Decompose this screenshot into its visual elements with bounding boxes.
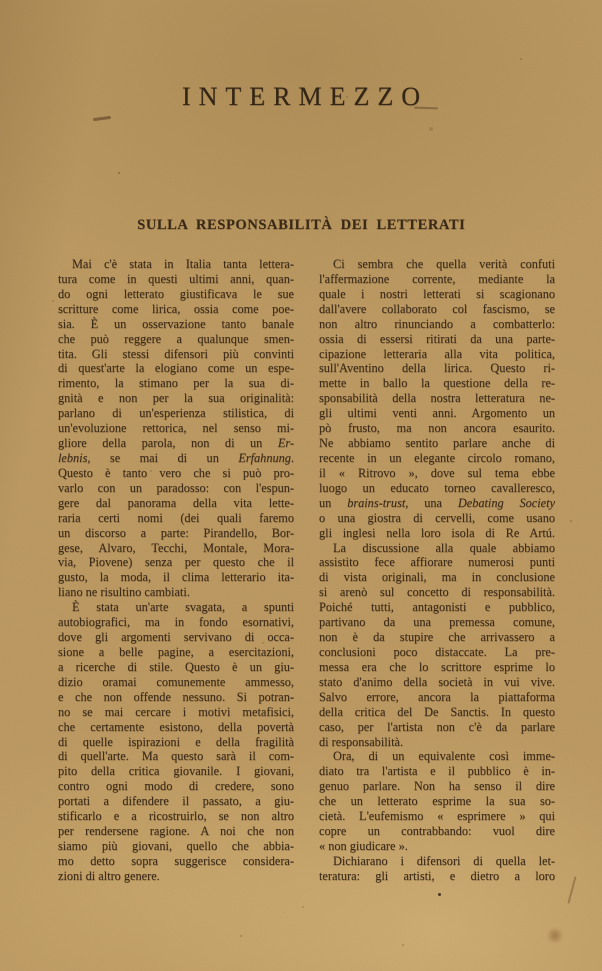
text-line: dall'avere collaborato col fascismo, se — [319, 301, 555, 316]
paper-speckles — [0, 0, 2, 2]
text-line: un discorso a parte: Pirandello, Bor- — [58, 525, 294, 540]
text-line: via, Piovene) senza per questo che il — [58, 555, 294, 570]
text-line: stato d'animo della società in vui vive. — [319, 674, 555, 689]
text-line: conclusioni poco distaccate. La pre- — [319, 644, 555, 659]
text-line: sione a belle pagine, a esercitazioni, — [58, 644, 294, 659]
text-line: parlano di un'esperienza stilistica, di — [58, 406, 294, 421]
text-line: caso, per l'artista non c'è da parlare — [319, 719, 555, 734]
text-line: tita. Gli stessi difensori più convinti — [58, 346, 294, 361]
text-line: raria certi nomi (dei quali faremo — [58, 510, 294, 525]
text-line: messa era che lo scrittore esprime lo — [319, 659, 555, 674]
paper-stain — [546, 928, 564, 943]
text-line: rimento, la stimano per la sua di- — [58, 376, 294, 391]
text-line: contro ogni modo di credere, sono — [58, 779, 294, 794]
text-line: cipazione letteraria alla vita politica, — [319, 346, 555, 361]
text-line: varlo con un paradosso: con l'espun- — [58, 480, 294, 495]
text-line: liano ne risultino cambiati. — [58, 585, 190, 600]
text-line: dizio oramai comunemente ammesso, — [58, 674, 294, 689]
text-line: È stata un'arte svagata, a spunti — [72, 600, 294, 615]
text-line: no se mai cercare i motivi metafisici, — [58, 704, 294, 719]
text-line: pò frusto, ma non ancora esaurito. — [319, 421, 555, 436]
text-line: lebnis, se mai di un Erfahnung. — [58, 450, 294, 465]
heading-row — [0, 216, 602, 234]
page-title: INTERMEZZO — [181, 82, 429, 111]
text-line: genuo parlare. Non ha senso il dire — [319, 779, 555, 794]
text-line: e che non offende nessuno. Si potran- — [58, 689, 294, 704]
text-line: sponsabilità della nostra letteratura ne- — [319, 391, 555, 406]
text-line: Ne abbiamo sentito parlare anche di — [319, 436, 555, 451]
text-line: pito della critica giovanile. I giovani, — [58, 764, 294, 779]
text-line: mo detto sopra suggerisce considera- — [58, 853, 294, 868]
text-line: Questo è tanto vero che si può pro- — [58, 465, 294, 480]
text-line: un brains-trust, una Debating Society — [319, 495, 555, 510]
text-line: quale i nostri letterati si scagionano — [319, 286, 555, 301]
left-text-column — [58, 257, 294, 884]
text-line: gli ultimi venti anni. Argomento un — [319, 406, 555, 421]
text-line: per rendersene ragione. A noi che non — [58, 824, 294, 839]
text-line: gnità e non per la sua originalità: — [58, 391, 294, 406]
text-line: Ci sembra che quella verità confuti — [333, 257, 555, 271]
text-line: stificarlo e a ricostruirlo, se non altro — [58, 809, 294, 824]
text-line: diato tra l'artista e il pubblico è in- — [319, 764, 555, 779]
text-line: sia. È un osservazione tanto banale — [58, 316, 294, 331]
text-line: o una giostra di cervelli, come usano — [319, 510, 555, 525]
text-line: teratura: gli artisti, e dietro a loro — [319, 868, 555, 883]
text-line: gere dal panorama della vita lette- — [58, 495, 294, 510]
text-line: sull'Aventino della lirica. Questo ri- — [319, 361, 555, 376]
text-line: di quelle ispirazioni e della fragilità — [58, 734, 294, 749]
text-line: il « Ritrovo », dove sul tema ebbe — [319, 465, 555, 480]
section-separator-dot — [438, 893, 441, 896]
text-line: Mai c'è stata in Italia tanta lettera- — [72, 257, 294, 271]
title-row — [0, 82, 602, 112]
text-line: che certamente esistono, della povertà — [58, 719, 294, 734]
text-line: La discussione alla quale abbiamo — [333, 540, 555, 555]
text-line: a ricerche di stile. Questo è un giu- — [58, 659, 294, 674]
text-line: un'evoluzione rettorica, nel senso mi- — [58, 421, 294, 436]
section-heading: SULLA RESPONSABILITÀ DEI LETTERATI — [137, 217, 466, 233]
text-line: tura come in questi ultimi anni, quan- — [58, 271, 294, 286]
text-line: assistito fece affiorare numerosi punti — [319, 555, 555, 570]
text-line: cietà. L'eufemismo « esprimere » qui — [319, 809, 555, 824]
text-line: copre un contrabbando: vuol dire — [319, 824, 555, 839]
text-line: di responsabilità. — [319, 734, 404, 749]
text-line: Ora, di un equivalente così imme- — [333, 749, 555, 764]
text-line: di quell'arte. Ma questo sarà il com- — [58, 749, 294, 764]
text-line: dove gli argomenti servivano di occa- — [58, 630, 294, 645]
text-line: autobiografici, ma in fondo esornativi, — [58, 615, 294, 630]
text-line: recente in un elegante circolo romano, — [319, 450, 555, 465]
text-line: do ogni letterato giustificava le sue — [58, 286, 294, 301]
text-line: gli inglesi nella loro isola di Re Artú. — [319, 525, 555, 540]
text-line: l'affermazione corrente, mediante la — [319, 271, 555, 286]
text-line: partivano da una premessa comune, — [319, 615, 555, 630]
text-line: che un letterato esprime la sua so- — [319, 794, 555, 809]
text-line: di vista originali, ma in conclusione — [319, 570, 555, 585]
text-line: « non giudicare ». — [319, 838, 408, 853]
text-line: Poiché tutti, antagonisti e pubblico, — [319, 600, 555, 615]
text-line: non altro rinunciando a combatterlo: — [319, 316, 555, 331]
text-line: gliore della parola, non di un Er- — [58, 436, 294, 451]
text-line: si arenò sul concetto di responsabilità. — [319, 585, 555, 600]
text-line: Salvo errore, ancora la piattaforma — [319, 689, 555, 704]
text-line: Dichiarano i difensori di quella let- — [333, 853, 555, 868]
text-line: della critica del De Sanctis. In questo — [319, 704, 555, 719]
text-line: non è da stupire che arrivassero a — [319, 630, 555, 645]
text-line: luogo un educato torneo cavalleresco, — [319, 480, 555, 495]
text-line: scritture come lirica, ossia come poe- — [58, 301, 294, 316]
right-text-column — [319, 257, 555, 884]
text-line: di quest'arte la elogiano come un espe- — [58, 361, 294, 376]
text-line: siamo più giovani, quello che abbia- — [58, 838, 294, 853]
text-line: che può reggere a qualunque smen- — [58, 331, 294, 346]
text-line: portati a difendere il passato, a giu- — [58, 794, 294, 809]
text-line: gusto, la moda, il clima letterario ita- — [58, 570, 294, 585]
text-line: zioni di altro genere. — [58, 868, 160, 883]
text-line: gese, Alvaro, Tecchi, Montale, Mora- — [58, 540, 294, 555]
text-line: ossia di essersi ritirati da una parte- — [319, 331, 555, 346]
text-line: mette in ballo la questione della re- — [319, 376, 555, 391]
